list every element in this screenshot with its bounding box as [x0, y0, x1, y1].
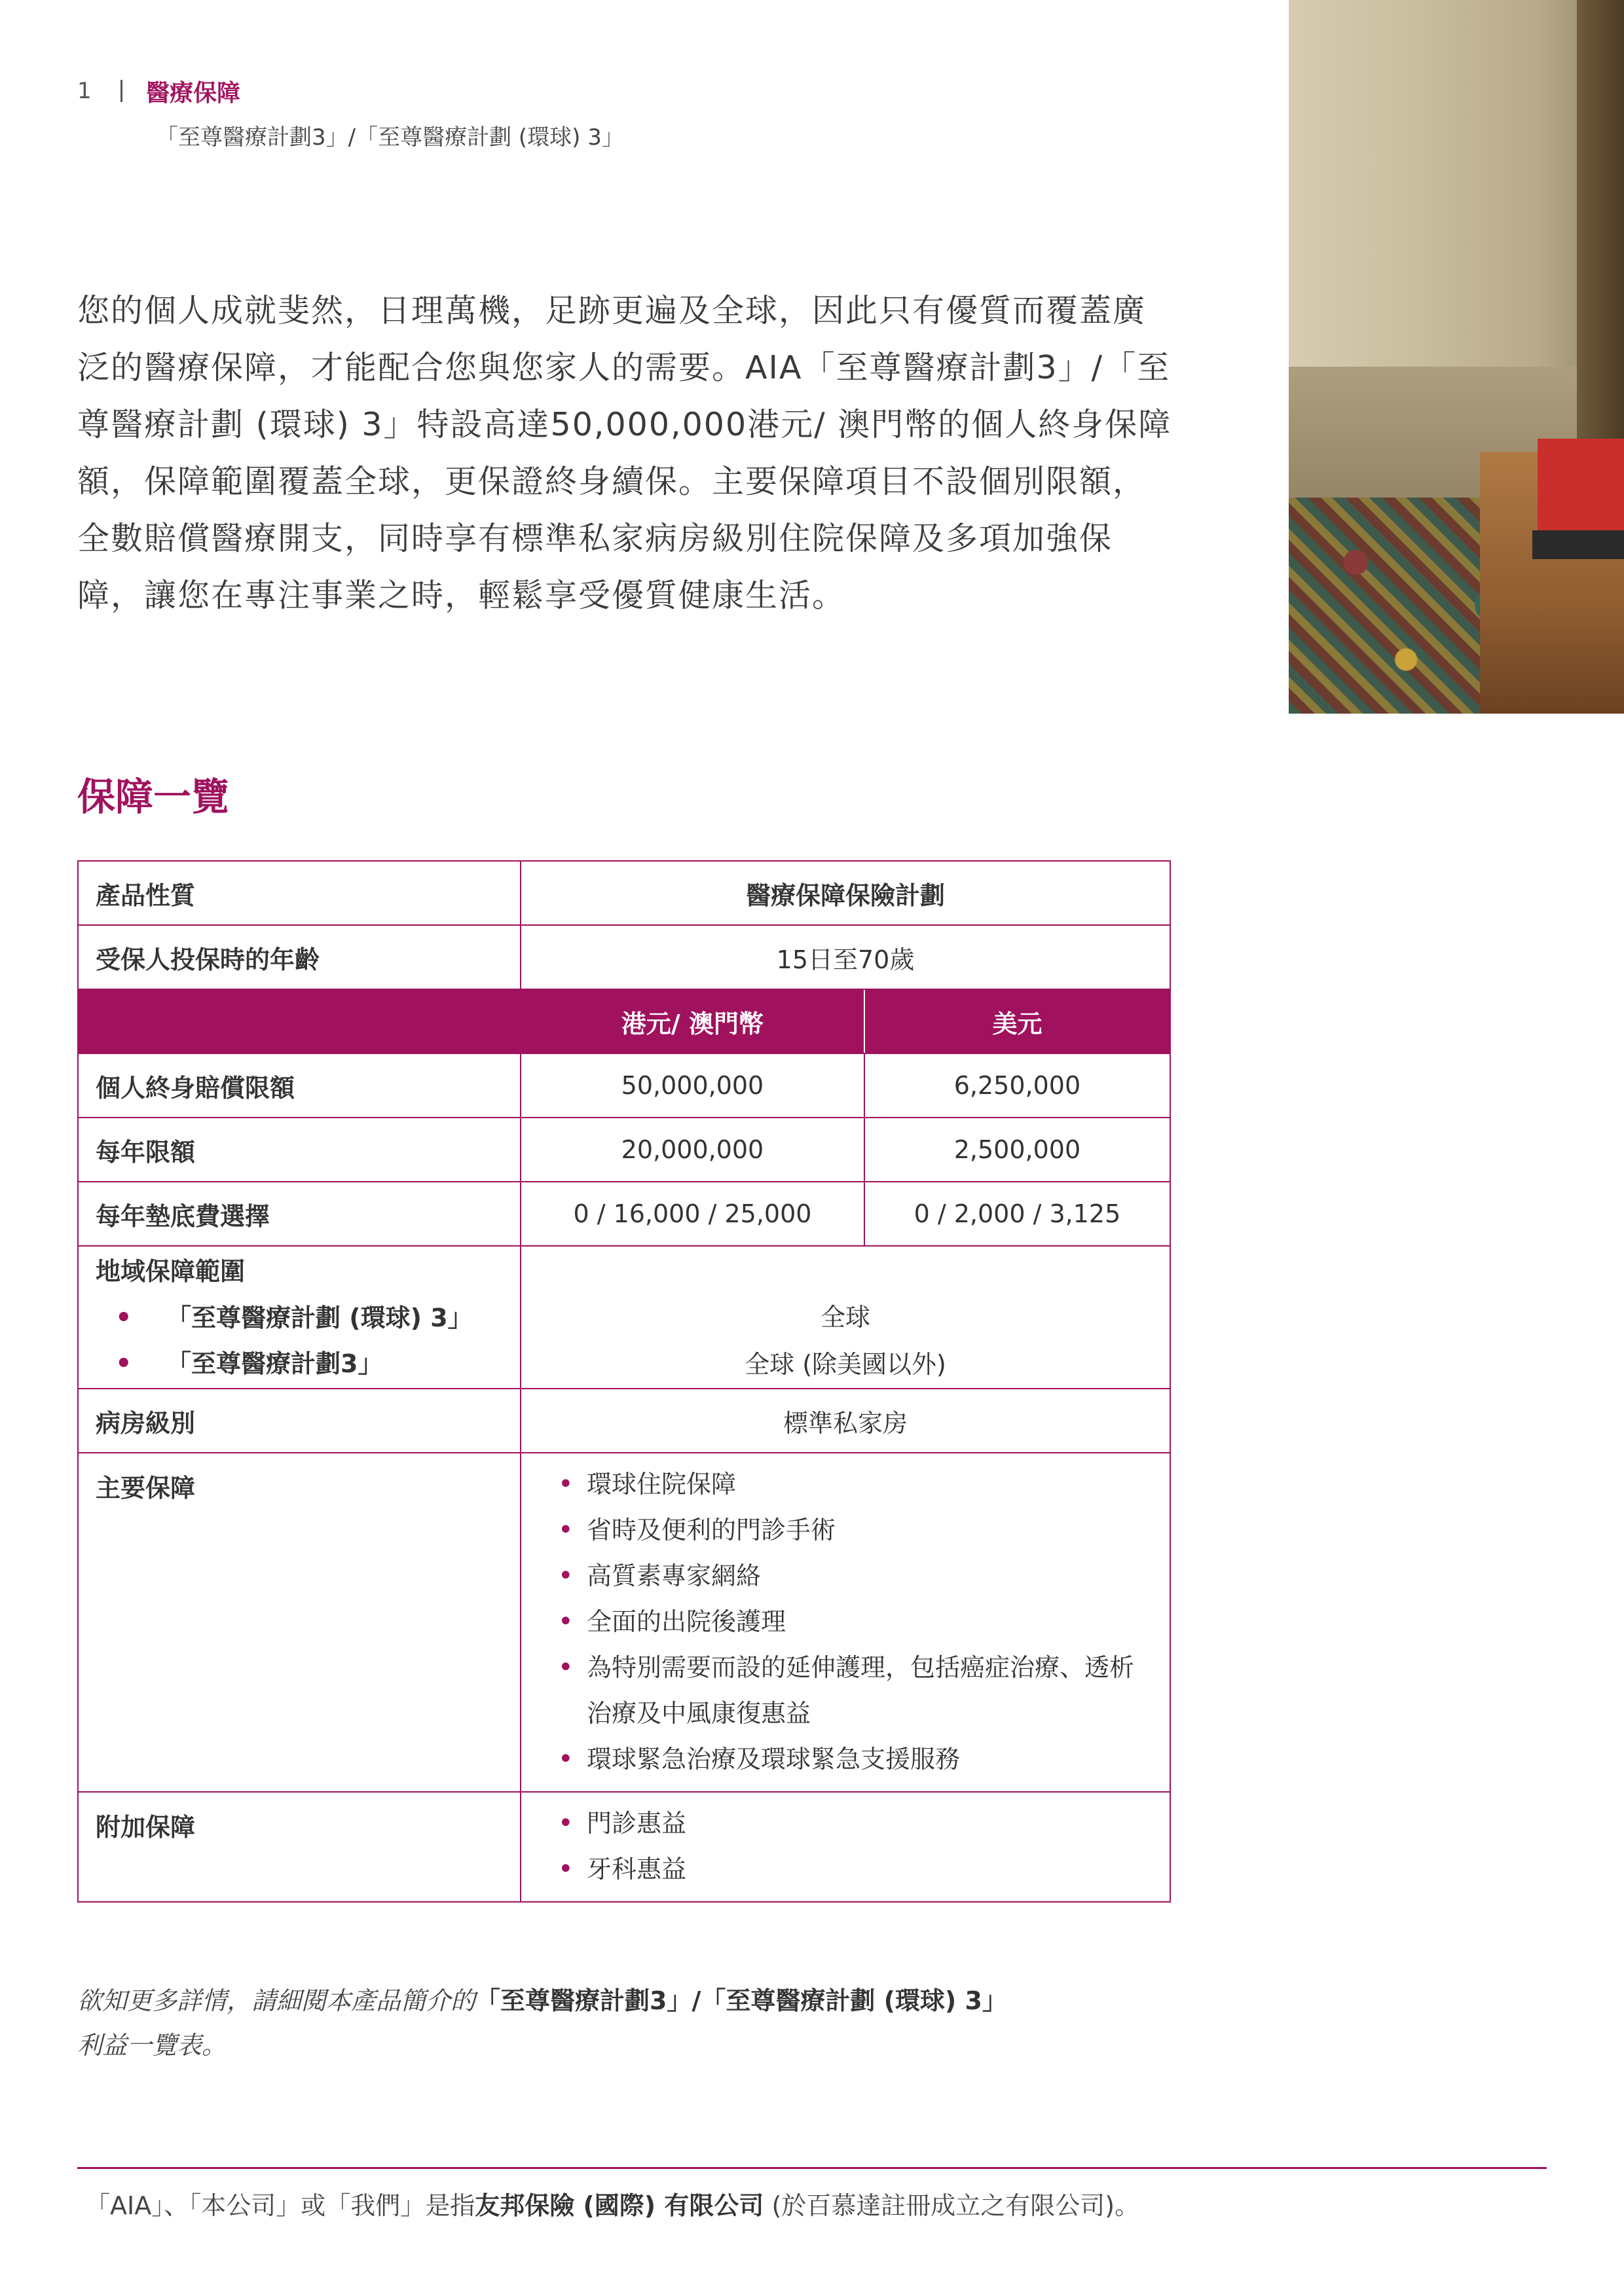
footnote-plans: 「至尊醫療計劃3」/「至尊醫療計劃 (環球) 3」 — [475, 1986, 1007, 2015]
region-value: 全球 — [820, 1303, 870, 1332]
region-plan-list — [96, 1295, 503, 1387]
section-title: 保障一覽 — [77, 774, 230, 819]
table-row — [78, 925, 1170, 989]
section-name: 醫療保障 — [146, 79, 241, 107]
usd-value: 6,250,000 — [864, 1053, 1170, 1118]
row-label: 附加保障 — [78, 1792, 521, 1902]
photo-door — [1577, 0, 1624, 471]
usd-value: 0 / 2,000 / 3,125 — [864, 1182, 1170, 1246]
table-row — [78, 1118, 1170, 1182]
hkd-value: 50,000,000 — [521, 1053, 864, 1118]
main-benefits-list — [538, 1461, 1153, 1782]
list-item: • 門診惠益 — [538, 1800, 1153, 1846]
page-number: 1 — [77, 78, 92, 104]
row-label: 個人終身賠償限額 — [78, 1053, 521, 1118]
benefits-table — [77, 860, 1171, 1903]
disclaimer-suffix: (於百慕達註冊成立之有限公司)。 — [764, 2191, 1140, 2220]
intro-paragraph: 您的個人成就斐然，日理萬機，足跡更遍及全球，因此只有優質而覆蓋廣泛的醫療保障，才能配合您與您家人的需要。AIA「至尊醫療計劃3」/「至尊醫療計劃 (環球) 3」特設高達50,000,000港元/ 澳門幣的個人終身保障額，保障範圍覆蓋全球，更保證終身續保。主要保障項目不設個別限額，全數賠償醫療開支，同時享有標準私家病房級別住院保障及多項加強保障，讓您在專注事業之時，輕鬆享受優質健康生活。 — [77, 292, 1172, 614]
hkd-header: 港元/ 澳門幣 — [521, 989, 864, 1053]
disclaimer-prefix: 「AIA」、「本公司」或「我們」是指 — [85, 2191, 475, 2220]
table-row — [78, 1246, 1170, 1389]
table-row — [78, 1182, 1170, 1246]
table-row — [78, 1389, 1170, 1453]
footer-divider — [77, 2167, 1547, 2169]
table-row — [78, 861, 1170, 925]
footnote-suffix: 利益一覽表。 — [77, 2031, 227, 2060]
region-label-cell — [78, 1246, 521, 1389]
row-label: 每年限額 — [78, 1118, 521, 1182]
photo-red-book — [1538, 439, 1624, 530]
table-row — [78, 1053, 1170, 1118]
footnote-prefix: 欲知更多詳情，請細閱本產品簡介的 — [77, 1986, 476, 2015]
list-item: • 省時及便利的門診手術 — [538, 1507, 1153, 1553]
table-row — [78, 1453, 1170, 1792]
list-item: • 為特別需要而設的延伸護理，包括癌症治療、透析治療及中風康復惠益 — [538, 1645, 1153, 1736]
row-value: 15日至70歲 — [521, 925, 1170, 989]
hkd-value: 20,000,000 — [521, 1118, 864, 1182]
header-subtitle: 「至尊醫療計劃3」/「至尊醫療計劃 (環球) 3」 — [156, 124, 624, 151]
row-label: 每年墊底費選擇 — [78, 1182, 521, 1246]
row-label: 地域保障範圍 — [96, 1257, 246, 1286]
footnote — [77, 1978, 1190, 2068]
disclaimer — [85, 2185, 1139, 2221]
currency-header-row — [78, 989, 1170, 1053]
page-header — [77, 73, 624, 151]
photo-dark-book — [1532, 530, 1624, 559]
list-item: • 「至尊醫療計劃 (環球) 3」 — [96, 1295, 503, 1341]
row-label: 病房級別 — [78, 1389, 521, 1453]
list-item: • 高質素專家網絡 — [538, 1553, 1153, 1599]
list-item: • 「至尊醫療計劃3」 — [96, 1341, 503, 1387]
row-value: 醫療保障保險計劃 — [521, 861, 1170, 925]
additional-benefits-cell — [521, 1792, 1170, 1902]
photo-wall — [1289, 0, 1624, 367]
hotel-room-photo — [1289, 0, 1624, 714]
region-value: 全球 (除美國以外) — [745, 1350, 946, 1379]
row-label: 主要保障 — [78, 1453, 521, 1792]
list-item: • 牙科惠益 — [538, 1846, 1153, 1892]
list-item: • 環球住院保障 — [538, 1461, 1153, 1507]
row-value: 標準私家房 — [521, 1389, 1170, 1453]
additional-benefits-list — [538, 1800, 1153, 1892]
list-item: • 全面的出院後護理 — [538, 1599, 1153, 1645]
table-row — [78, 1792, 1170, 1902]
spacer — [538, 1247, 1153, 1294]
row-label: 產品性質 — [78, 861, 521, 925]
hkd-value: 0 / 16,000 / 25,000 — [521, 1182, 864, 1246]
list-item: • 環球緊急治療及環球緊急支援服務 — [538, 1736, 1153, 1782]
company-name: 友邦保險 (國際) 有限公司 — [475, 2191, 764, 2220]
usd-value: 2,500,000 — [864, 1118, 1170, 1182]
row-label: 受保人投保時的年齡 — [78, 925, 521, 989]
usd-header: 美元 — [864, 989, 1170, 1053]
main-benefits-cell — [521, 1453, 1170, 1792]
header-separator — [120, 80, 122, 102]
header-blank-cell — [78, 989, 521, 1053]
region-value-cell — [521, 1246, 1170, 1389]
